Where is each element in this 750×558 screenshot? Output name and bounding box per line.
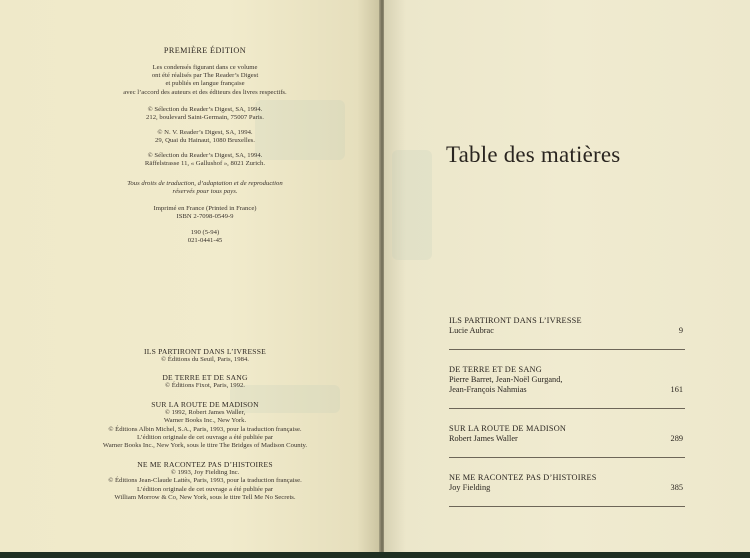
rights-line: réservés pour tous pays. [172,188,238,196]
copyright-bruxelles [60,129,350,145]
isbn-line: ISBN 2-7098-0549-9 [176,213,234,221]
page-title: Table des matières [446,142,621,167]
credit-line: © 1992, Robert James Waller, [164,409,246,417]
credit-line: © Éditions Albin Michel, S.A., Paris, 1993, pour la traduction française. [108,425,302,433]
intro-line: et publiés en langue française [165,80,245,88]
credit-madison [60,401,350,450]
right-page [384,0,750,552]
bleed-through-shape [392,150,432,260]
toc-entry[interactable] [449,473,685,493]
credit-terre-sang [60,374,350,390]
copyright-zurich [60,152,350,168]
copyright-paris [60,106,350,122]
toc-page-number: 289 [670,434,683,443]
edition-heading [60,47,350,55]
credit-line: William Morrow & Co, New York, sous le titre Tell Me No Secrets. [114,493,296,501]
intro-block [60,64,350,97]
toc-entry-title: NE ME RACONTEZ PAS D’HISTOIRES [449,473,597,482]
address-line: 29, Quai du Hainaut, 1080 Bruxelles. [155,137,255,145]
print-code: 190 (5-94) [190,229,220,236]
printing-info [60,205,350,221]
divider [449,349,685,350]
divider [449,408,685,409]
credit-title: NE ME RACONTEZ PAS D’HISTOIRES [137,460,273,469]
book-cover-edge [0,552,750,558]
toc-entry[interactable] [449,365,685,395]
toc-entry-title: ILS PARTIRONT DANS L’IVRESSE [449,316,582,325]
toc-entry[interactable] [449,316,685,336]
printed-in-line: Imprimé en France (Printed in France) [153,205,257,212]
toc-page-number: 385 [670,483,683,492]
credit-ivresse [60,348,350,364]
credit-line: © Éditions du Seuil, Paris, 1984. [161,356,249,364]
address-line: Räffelstrasse 11, « Gallushof », 8021 Zurich. [144,160,266,168]
address-line: 212, boulevard Saint-Germain, 75007 Paris. [146,114,264,122]
intro-line: ont été réalisés par The Reader’s Digest [151,72,259,80]
divider [449,457,685,458]
copyright-line: © Sélection du Reader’s Digest, SA, 1994. [147,106,263,113]
toc-entry-author: Lucie Aubrac [449,326,494,335]
print-code: 021-0441-45 [187,237,223,245]
toc-entry-author: Robert James Waller [449,434,518,443]
credit-histoires [60,461,350,502]
credit-line: © Éditions Fixot, Paris, 1992. [165,382,245,390]
edition-label: PREMIÈRE ÉDITION [163,46,247,55]
credit-line: © Éditions Jean-Claude Lattès, Paris, 1993, pour la traduction française. [108,477,302,485]
rights-notice [60,180,350,196]
toc-page-number: 161 [670,385,683,394]
credit-title: SUR LA ROUTE DE MADISON [151,400,259,409]
credit-title: ILS PARTIRONT DANS L’IVRESSE [144,347,266,356]
toc-entry[interactable] [449,424,685,444]
print-codes [60,229,350,245]
toc-entry-author: Pierre Barret, Jean-Noël Gurgand, [449,375,563,384]
credit-line: L’édition originale de cet ouvrage a été publiée par [136,485,274,493]
credit-line: © 1993, Joy Fielding Inc. [170,469,240,477]
credit-line: L’édition originale de cet ouvrage a été publiée par [136,433,274,441]
credit-line: Warner Books Inc., New York, sous le titre The Bridges of Madison County. [102,442,308,450]
toc-page-number: 9 [678,326,683,335]
credit-line: Warner Books Inc., New York. [163,417,247,425]
intro-line: Les condensés figurant dans ce volume [152,64,258,71]
divider [449,506,685,507]
credit-title: DE TERRE ET DE SANG [162,373,248,382]
intro-line: avec l’accord des auteurs et des éditeurs des livres respectifs. [123,88,287,96]
copyright-line: © Sélection du Reader’s Digest, SA, 1994. [147,152,263,159]
toc-entry-title: SUR LA ROUTE DE MADISON [449,424,567,433]
toc-entry-author: Joy Fielding [449,483,491,492]
toc-entry-author: Jean-François Nahmias [449,385,527,394]
rights-line: Tous droits de traduction, d’adaptation et de reproduction [127,180,283,187]
copyright-line: © N. V. Reader’s Digest, SA, 1994. [157,129,253,136]
toc-entry-title: DE TERRE ET DE SANG [449,365,542,374]
